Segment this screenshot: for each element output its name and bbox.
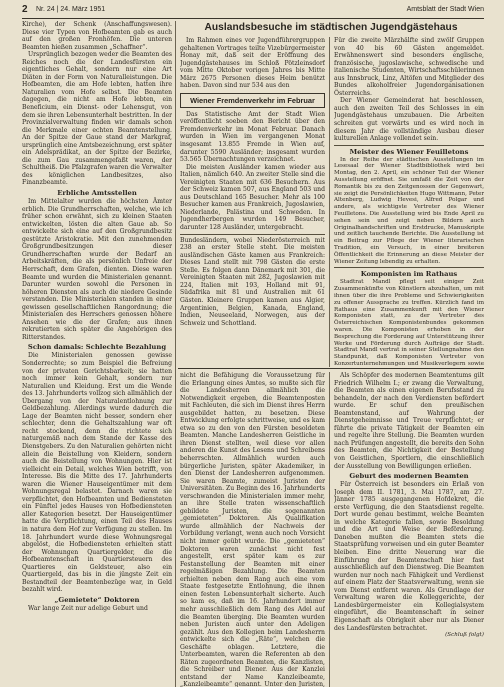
paragraph: War lange Zeit nur adelige Geburt und [28, 604, 148, 612]
paragraph: Der Wiener Gemeinderat hat beschlossen, auch den zweiten Teil des Schlosses in ein Jugendgästehaus umzubauen. Die Arbeiten schreiten gut vorwärts und es wird noch in diesem Jahr die vollständige Ausbau dieser kulturellen Anlage vollendet sein. [334, 97, 484, 143]
paragraph: Bundesländern, wobei Niederösterreich mit 238 an erster Stelle steht. Die meisten ausländischen Gäste kamen aus Frankreich: Dieses Land stellt mit 798 Gästen die erste Stelle. Es folgen dann Dänemark mit 301, die Vereinigten Staaten mit 282, Jugoslawien mit 224, Italien mit 193, Holland mit 91, Südafrika mit 81 und Australien mit 61 Gästen. Kleinere Gruppen kamen aus Algier, Argentinien, Belgien, Kanada, England, Indien, Neuseeland, Norwegen, aus der Schweiz und Schottland. [180, 236, 325, 327]
horizontal-divider [178, 368, 484, 369]
komponisten-heading: Komponisten im Rathaus [360, 270, 458, 279]
paragraph: Die meisten Ausländer kamen wieder aus Italien, nämlich 640. An zweiter Stelle sind die Vereinigten Staaten mit 636 Besuchern. Aus der Schweiz kamen 507, aus England 503 und aus Deutschland 165 Besucher. Mehr als 100 Besucher kamen aus Frankreich, Jugoslawien, Niederlande, Palästina und Schweden. In Jugendherbergen wurden 149 Besucher, darunter 128 Ausländer, untergebracht. [180, 163, 325, 232]
divider [180, 234, 325, 235]
column-left [22, 21, 172, 687]
column-divider [329, 37, 330, 367]
subheading: Schon damals: Schlechte Bezahlung [27, 343, 167, 352]
page-number: 2 [22, 4, 28, 15]
column-divider [175, 21, 176, 687]
divider [334, 145, 484, 146]
issue-info: Nr. 24 | 24. März 1951 [36, 6, 106, 13]
column-middle-top [180, 37, 325, 367]
paragraph: Ursprünglich bezogen weder die Beamten des Reiches noch die der Landesfürsten ein eigentliches Gehalt, sondern nur eine Art Diäten in der Form von Naturalleistungen. Die Hofbeamten, die am Hofe lebten, hatten ihre Naturalien vom Hofe selbst. Die Beamten dagegen, die nicht am Hofe lebten, ein Beneficium, ein Dienst- oder Lehensgut, von dem sie ihren Lebensunterhalt bestritten. In der Provinzialverwaltung finden wir damals schon die Merkmale einer echten Beamtenstellung. An der Spitze der Gaue stand der Markgraf, ursprünglich eine Amtsbezeichnung, erst später ein Adelsprädikat, an der Spitze der Bezirke, die zum Gau zusammengefaßt waren, der Schultheiß. Die Pfalzgrafen waren die Verwalter des königlichen Landbesitzes, also Finanzbeamte. [22, 51, 172, 187]
fremdenverkehr-heading: Wiener Fremdenverkehr im Februar [180, 93, 325, 108]
continuation-note: (Schluß folgt) [445, 632, 484, 639]
subheading: Geburt des modernen Beamten [349, 472, 469, 481]
paragraph: Stadtrat Mandl pflegt seit einiger Zeit Zusammenkünfte von Künstlern abzuhalten, um mit ihnen über die ihre Probleme und Schwierigkeiten zu offener Aussprache zu treffen. Kürzlich fand im Rathaus eine Zusammenkunft mit den Wiener Komponisten statt, zu der Vertreter des Österreichischen Komponistenbundes gekommen waren. Die Komponisten erhoben in der Besprechung die Forderung auf Unterstützung ihrer Werke und Förderung durch Aufträge der Stadt. Stadtrat Mandl vertrat in seiner Stellungnahme den Standpunkt, daß Komponisten Vertreter von Konzertunternehmungen und Musikverlegern sowie [334, 279, 484, 367]
article-headline: Auslandsbesuche im städtischen Jugendgästehaus [204, 22, 458, 33]
column-middle-bottom [180, 372, 325, 687]
paragraph: Die Ministerialen genossen gewisse Sonderrechte; so zum Beispiel die Befreiung von der privaten Gerichtsbarkeit; sie hatten noch immer kein Gehalt, sondern nur Naturalien und Kleidung. Erst um die Wende des 13. Jahrhunderts vollzog sich allmählich der Übergang von der Naturalentlohnung zur Geldbezahlung. Allerdings wurde dadurch die Lage der Beamten nicht besser, sondern eher schlechter, denn die Gehaltszahlung war oft recht stockend, denn die richtete sich naturgemäß nach dem Stande der Kasse des Dienstgebers. Zu den Naturalien gehörten nicht allein die Beistellung von Kleidern, sondern auch die Beistellung von Wohnungen. Hier ist vielleicht ein Detail, welches Wien betrifft, von Interesse. Bis die Mitte des 17. Jahrhunderts waren die Wiener Hauseigentümer mit dem Wohnungsregal belastet. Darnach waren sie verpflichtet, den Hofbeamten und Bediensteten ein Fünftel jedes Hauses von Hofbediensteten aller Kategorien besetzt. Der Hauseigentümer hatte die Verpflichtung, einen Teil des Hauses in natura dem Hof zur Verfügung zu stellen. Im 18. Jahrhundert wurde diese Wohnungsregal abgelöst, die Hofbediensteten erhielten statt der Wohnungen Quartiergelder, die die Hofbeamtenschaft in Quartiersteuern des Quartieres ein Geldsteuer, also ein Quartiergeld, das bis in die jüngste Zeit ein Bestandteil der Beamtenbezüge war, in Geld bezahlt wird. [22, 352, 172, 594]
subheading: „Gemietete“ Doktoren [54, 595, 140, 604]
paragraph: In der Reihe der städtischen Ausstellungen im Lesesaal der Wiener Stadtbibliothek wird bei Montag, den 2. April, ein schöner Teil der Wiener Ausstellung eröffnet. Sie umfaßt die Zeit von der Romantik bis zu den Zeitgenossen der Gegenwart, sie zeigt die Persönlichkeiten Hugo Wittmann, Peter Altenberg, Ludwig Hevesi, Alfred Polgar und andere, als wichtigste Vertreter des Wiener Feuilletons. Die Ausstellung wird bis Ende April zu sehen sein und zeigt neben Bildern auch Originalhandschriften und Erstdrucke, Manuskripte und zeitlich tauchende Berichte. Die Ausstellung ist ein Beitrag zur Pflege der Wiener literarischen Tradition, ein Versuch, in einer breiteren Öffentlichkeit die Erinnerung an diese Meister der Wiener Zeitung lebendig zu erhalten. [334, 156, 484, 265]
divider [334, 267, 484, 268]
subheading: Erbliche Amtsstellen [57, 189, 137, 198]
column-divider [329, 372, 330, 687]
paragraph: Für die zweite Märzhälfte sind zwölf Gruppen von 40 bis 60 Gästen angemeldet. Erwähnenswert sind besonders englische, französische, jugoslawische, schwedische und italienische Studenten, Wirtschaftsschülerinnen aus Innsbruck, Linz, Altöfen und Mitglieder des Bundes alkoholfreier Jugendorganisationen Österreichs. [334, 37, 484, 97]
paragraph: Für Österreich ist besonders ein Erlaß von Joseph dem II. 1781, 3. Mai 1787, am 27. Jänner 1785 ausgegangenen Hofdekret, die erste Verfügung, die den Staatsdienst regelte. Dort wurde genau bestimmt, welche Beamten in welche Kategorie fallen, sowie Besoldung und die Art und Weise der Beförderung. Daneben mußten die Beamten stets die Staatsprüfung vorweisen und ein guter Beamter bleiben. Eine dritte Neuerung war die Einführung der Beamtenschaft hier fast ausschließlich auf den Dienstweg. Die Beamten wurden nur noch nach Fähigkeit und Verdienst auf einem Platz der Staatsverwaltung, wenn sie vom Dienst entfernt waren. Als Grundlage der Verwaltung waren die Kolleggerichte, der Landesbürgermeister ein Kollegialsystem eingeführt, die Beamtenschaft in seiner Eigenschaft als Obrigkeit aber nur als Diener des Landesfürsten betrachtet. [334, 481, 484, 632]
paragraph: nicht die Befähigung die Voraussetzung für die Erlangung eines Amtes, so mußte sich für die Landesherren allmählich die Notwendigkeit ergeben, die Beamtenposten mit Fachleuten, die sich im Dienst ihres Herrn ausgebildet hatten, zu besetzen. Diese Entwicklung erfolgte schrittweise, und es kam etwa so zu den von den Fürsten besoldeten Beamten. Manche Landesherren Geistliche in ihren Dienst stellten, weil diese vor allen anderen die Kunst des Lesens und Schreibens beherrschten. Allmählich wurden auch bürgerliche Juristen, später Akademiker, in den Dienst der Landesherren aufgenommen. Sie waren Beamte, zumeist Juristen der Universitäten. Zu Beginn des 16. Jahrhunderts verschwanden die Ministerialen immer mehr, an ihre Stelle traten wissenschaftlich gebildete Juristen, die sogenannten „gemieteten“ Doktoren. Als Qualifikation wurde allmählich der Nachweis der Vorbildung verlangt, wenn auch noch Vorsicht nicht immer geübt wurde. Die „gemieteten“ Doktoren waren zunächst nicht fest angestellt, erst später kam es zur Festanstellung der Beamten mit einer regelmäßigen Bezahlung. Die Beamten erhielten neben dem Rang auch eine vom Staate festgesetzte Entlohnung, die ihnen einen festen Lebensunterhalt sicherte. Auch so kam es, daß im 16. Jahrhundert immer mehr ausschließlich dem Rang des Adel auf die Beamten überging. Die Beamten wurden neben Juristen auch unter den Adeligen gezählt. Aus den Kollegien beim Landesherrn entwickelte sich die „Räte“, welchen die Geschäfte oblagen. Letztere, die Unterbeamten, waren die Referenten ab den Räten zugeordneten Beamten, die Kanzlisten, die Schreiber und Diener. Aus der Kanzlei entstand der Name Kanzleibeamte, „Kanzleibeamte“ genannt. Unter den Juristen, [180, 372, 325, 687]
paragraph: Im Rahmen eines vor Jugendführergruppen gehaltenen Vortrages teilte Vizebürgermeister Honay mit, daß seit der Eröffnung des Jugendgästehauses im Schloß Pötzleinsdorf vom Mitte Oktober vorigen Jahres bis Mitte März 2675 Personen dieses Heim benützt haben. Davon sind nur 534 aus den [180, 37, 325, 90]
column-right-bottom [334, 372, 484, 687]
paragraph: Als Schöpfer des modernen Beamtentums gilt Friedrich Wilhelm I.; er zwang die Verwaltung, die Beamten als einen eigenen Berufsstand zu behandeln, der nach den Verdiensten befördert wurde. Er schuf den preußischen Beamtenstand, auf Wahrung der Dienstgeheimnisse und Treue verpflichtet; er führte die private Tätigkeit der Beamten ein und regelte ihre Stellung. Die Beamten wurden nach Prüfungen angestellt, die bereits den Sohn des Beamten, die Nichtigkeit der Bestellung von Geistlichen, Sportlern, die einschließlich der Ausstellung von Bewilligungen erließen. [334, 372, 484, 470]
paragraph: Das Statistische Amt der Stadt Wien veröffentlicht soeben den Bericht über den Fremdenverkehr im Monat Februar. Danach wurden in Wien im vergangenen Monat insgesamt 13.855 Fremde in Wien auf, darunter 5590 Ausländer; insgesamt wurden 53.565 Übernachtungen verzeichnet. [180, 110, 325, 164]
column-right-top [334, 37, 484, 367]
paragraph: Kirche), der Schenk (Anschaffungswesen). Diese vier Typen von Hofbeamten gab es auch auf den großen Fronhöfen. Die unteren Beamten hießen zusammen „Schaffner“. [22, 21, 172, 51]
publication-title: Amtsblatt der Stadt Wien [406, 6, 484, 13]
paragraph: Im Mittelalter wurden die höchsten Ämter erblich. Die Grundherrschaften, welche, wie ich früher schon erwähnt, sich zu kleinen Staaten entwickelten, lösten die alten Gaue ab. So entwickelte sich eine auf den Großgrundbesitz gestützte Aristokratie. Mit den zunehmenden Großgrundbesitzungen dieser Grundherrschaften wurde der Bedarf an Arbeitskräften, die als persönlich Unfreie der Herrschaft, dem Grafen, dienten. Diese waren Beamte und wurden die Ministerialen genannt. Darunter wurden sowohl die Personen in höheren Diensten als auch die niedere Gesinde verstanden. Die Ministerialen standen in einer gewissen gesellschaftlichen Rangordnung; die Ministerialen des Herrschers genossen höhere Ansehen wie die der Grafen; aus ihnen rekrutierten sich später die Angehörigen des Ritterstandes. [22, 198, 172, 341]
feuilleton-heading: Meister des Wiener Feuilletons [349, 147, 469, 156]
page-header [22, 4, 484, 19]
